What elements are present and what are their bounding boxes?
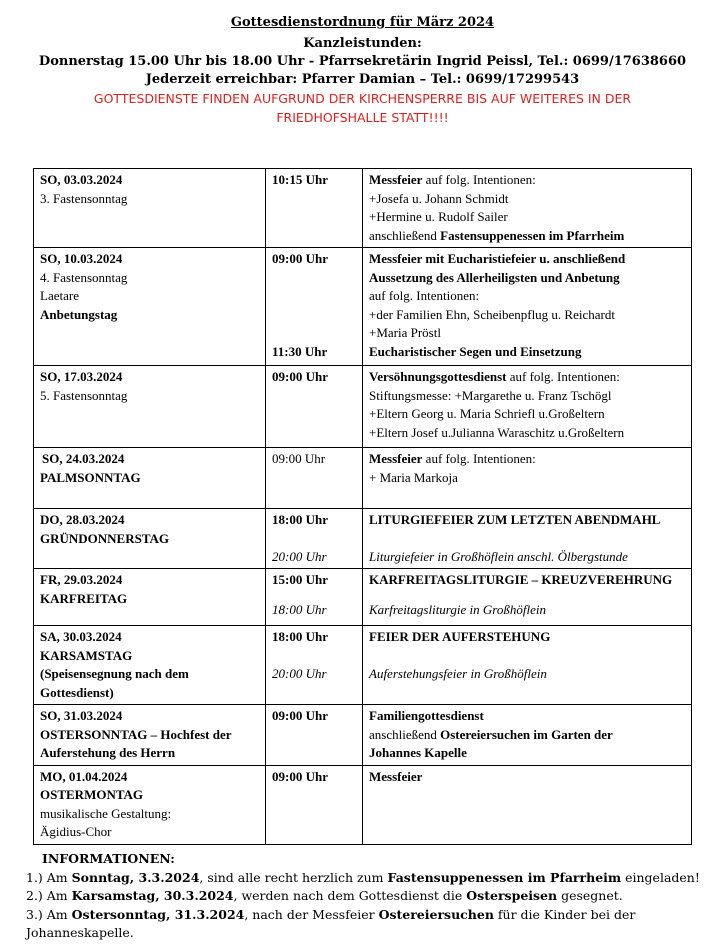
service-type: KARFREITAGSLITURGIE – KREUZVEREHRUNG — [369, 572, 673, 587]
service-occasion: KARFREITAG — [40, 590, 128, 606]
time-cell — [266, 448, 363, 509]
intention-line: +Hermine u. Rudolf Sailer — [369, 209, 508, 224]
details-cell — [363, 169, 692, 248]
service-type: FEIER DER AUFERSTEHUNG — [369, 629, 551, 644]
document-header — [0, 12, 725, 127]
table-row — [34, 169, 692, 248]
information-item-3 — [26, 906, 716, 925]
service-occasion: (Speisensegnung nach dem — [40, 666, 189, 681]
service-time: 10:15 Uhr — [272, 172, 328, 187]
details-text: auf folg. Intentionen: — [422, 172, 536, 187]
info-text: 1.) Am — [26, 869, 72, 885]
intention-line: +der Familien Ehn, Scheibenpflug u. Reichardt — [369, 306, 615, 322]
service-date: SO, 24.03.2024 — [42, 451, 125, 466]
service-time: 15:00 Uhr — [272, 572, 328, 587]
service-date: SA, 30.03.2024 — [40, 629, 122, 644]
table-row — [34, 705, 692, 766]
intention-line: +Eltern Georg u. Maria Schriefl u.Großeltern — [369, 406, 605, 421]
intention-line: +Eltern Josef u.Julianna Waraschitz u.Großeltern — [369, 424, 625, 440]
time-cell — [266, 248, 363, 366]
service-date: SO, 31.03.2024 — [40, 708, 123, 723]
service-occasion: Gottesdienst) — [40, 684, 114, 700]
date-cell — [34, 448, 266, 509]
info-text: 3.) Am — [26, 906, 72, 922]
service-date: DO, 28.03.2024 — [40, 512, 125, 527]
information-item-2 — [26, 887, 716, 906]
service-time: 09:00 Uhr — [272, 451, 326, 466]
date-cell — [34, 509, 266, 569]
date-cell — [34, 765, 266, 844]
date-cell — [34, 626, 266, 705]
info-text: , nach der Messfeier — [244, 906, 379, 922]
details-cell — [363, 569, 692, 626]
details-cell — [363, 509, 692, 569]
info-highlight: Ostereiersuchen — [378, 906, 494, 922]
info-highlight: Ostersonntag, 31.3.2024 — [71, 906, 245, 922]
details-text: anschließend — [369, 726, 441, 742]
service-date: SO, 03.03.2024 — [40, 172, 123, 187]
service-time: 09:00 Uhr — [272, 708, 328, 723]
service-type: Messfeier mit Eucharistiefeier u. anschließend — [369, 251, 626, 266]
info-text: eingeladen! — [621, 869, 700, 885]
time-cell — [266, 765, 363, 844]
details-cell — [363, 626, 692, 705]
table-row — [34, 509, 692, 569]
closure-notice-line-2: FRIEDHOFSHALLE STATT!!!! — [276, 110, 449, 125]
info-text: für die Kinder bei der — [493, 906, 636, 922]
service-time: 09:00 Uhr — [272, 768, 328, 784]
service-type: Messfeier — [369, 172, 423, 187]
details-text: auf folg. Intentionen: — [369, 288, 480, 303]
details-text: auf folg. Intentionen: — [506, 369, 620, 384]
service-time-second: 18:00 Uhr — [272, 601, 327, 617]
intention-line: +Maria Pröstl — [369, 325, 441, 340]
table-row — [34, 448, 692, 509]
service-time: 09:00 Uhr — [272, 369, 328, 384]
service-time: 09:00 Uhr — [272, 251, 328, 266]
date-cell — [34, 248, 266, 366]
closure-notice-line-1: GOTTESDIENSTE FINDEN AUFGRUND DER KIRCHENSPERRE BIS AUF WEITERES IN DER — [93, 91, 632, 106]
service-date: MO, 01.04.2024 — [40, 768, 128, 784]
time-cell — [266, 509, 363, 569]
service-occasion: GRÜNDONNERSTAG — [40, 530, 170, 546]
details-text: anschließend — [369, 227, 441, 243]
details-highlight: Ostereiersuchen im Garten der — [440, 726, 613, 742]
service-occasion: KARSAMSTAG — [40, 647, 133, 663]
details-text: Liturgiefeier in Großhöflein anschl. Ölbergstunde — [369, 548, 628, 564]
info-highlight: Osterspeisen — [466, 888, 558, 903]
page-title: Gottesdienstordnung für März 2024 — [230, 15, 495, 30]
details-cell — [363, 366, 692, 448]
info-text: , sind alle recht herzlich zum — [199, 869, 388, 885]
information-item-1 — [26, 869, 716, 888]
time-cell — [266, 705, 363, 766]
service-date: SO, 10.03.2024 — [40, 251, 123, 266]
date-cell — [34, 705, 266, 766]
service-occasion: 3. Fastensonntag — [40, 190, 128, 206]
service-occasion: musikalische Gestaltung: — [40, 805, 172, 821]
office-hours-text: Donnerstag 15.00 Uhr bis 18.00 Uhr - Pfarrsekretärin Ingrid Peissl, Tel.: 0699/17638660 — [38, 54, 687, 69]
service-type: Familiengottesdienst — [369, 708, 484, 723]
details-cell — [363, 448, 692, 509]
table-row — [34, 366, 692, 448]
info-text: gesegnet. — [557, 888, 623, 903]
pastor-contact: Jederzeit erreichbar: Pfarrer Damian – Tel.: 0699/17299543 — [145, 72, 580, 87]
info-highlight: Karsamstag, 30.3.2024 — [71, 888, 234, 903]
time-cell — [266, 569, 363, 626]
details-cell — [363, 705, 692, 766]
details-cell — [363, 248, 692, 366]
intention-line: +Josefa u. Johann Schmidt — [369, 190, 509, 206]
time-cell — [266, 169, 363, 248]
service-date: SO, 17.03.2024 — [40, 369, 123, 384]
details-highlight: Aussetzung des Allerheiligsten und Anbetung — [369, 269, 620, 285]
service-occasion: Ägidius-Chor — [40, 824, 112, 839]
information-heading: INFORMATIONEN: — [42, 851, 175, 866]
office-hours-title: Kanzleistunden: — [303, 36, 422, 51]
table-row — [34, 248, 692, 366]
service-time-second: 11:30 Uhr — [272, 343, 328, 359]
service-occasion: 4. Fastensonntag — [40, 269, 128, 285]
details-text: Auferstehungsfeier in Großhöflein — [369, 665, 547, 681]
service-occasion: Laetare — [40, 288, 79, 303]
service-type: Versöhnungsgottesdienst — [369, 369, 507, 384]
date-cell — [34, 169, 266, 248]
service-occasion: OSTERMONTAG — [40, 787, 144, 802]
details-highlight: Fastensuppenessen im Pfarrheim — [440, 227, 625, 243]
time-cell — [266, 626, 363, 705]
service-time: 18:00 Uhr — [272, 512, 328, 527]
date-cell — [34, 569, 266, 626]
date-cell — [34, 366, 266, 448]
service-type: LITURGIEFEIER ZUM LETZTEN ABENDMAHL — [369, 512, 661, 527]
table-row — [34, 569, 692, 626]
intention-line: + Maria Markoja — [369, 469, 458, 485]
details-text: Karfreitagsliturgie in Großhöflein — [369, 601, 546, 617]
intention-line: Stiftungsmesse: +Margarethe u. Franz Tschögl — [369, 387, 612, 403]
details-highlight: Johannes Kapelle — [369, 745, 467, 760]
service-occasion: OSTERSONNTAG – Hochfest der — [40, 726, 232, 742]
service-time: 18:00 Uhr — [272, 629, 328, 644]
service-time-second: 20:00 Uhr — [272, 665, 327, 681]
service-time-second: 20:00 Uhr — [272, 548, 327, 564]
details-text: auf folg. Intentionen: — [422, 451, 536, 466]
service-type: Messfeier — [369, 451, 423, 466]
information-section — [26, 850, 716, 943]
service-occasion: PALMSONNTAG — [40, 469, 141, 485]
info-text: , werden nach dem Gottesdienst die — [233, 888, 467, 903]
service-occasion: 5. Fastensonntag — [40, 387, 128, 403]
service-date: FR, 29.03.2024 — [40, 572, 123, 587]
service-occasion: Anbetungstag — [40, 306, 118, 322]
service-occasion: Auferstehung des Herrn — [40, 745, 176, 760]
info-highlight: Sonntag, 3.3.2024 — [71, 869, 200, 885]
table-row — [34, 626, 692, 705]
service-schedule-table — [33, 168, 692, 845]
service-type: Messfeier — [369, 768, 423, 784]
information-item-3-continued: Johanneskapelle. — [26, 925, 134, 940]
time-cell — [266, 366, 363, 448]
table-row — [34, 765, 692, 844]
details-highlight: Eucharistischer Segen und Einsetzung — [369, 343, 582, 359]
info-highlight: Fastensuppenessen im Pfarrheim — [387, 869, 622, 885]
info-text: 2.) Am — [26, 888, 72, 903]
details-cell — [363, 765, 692, 844]
